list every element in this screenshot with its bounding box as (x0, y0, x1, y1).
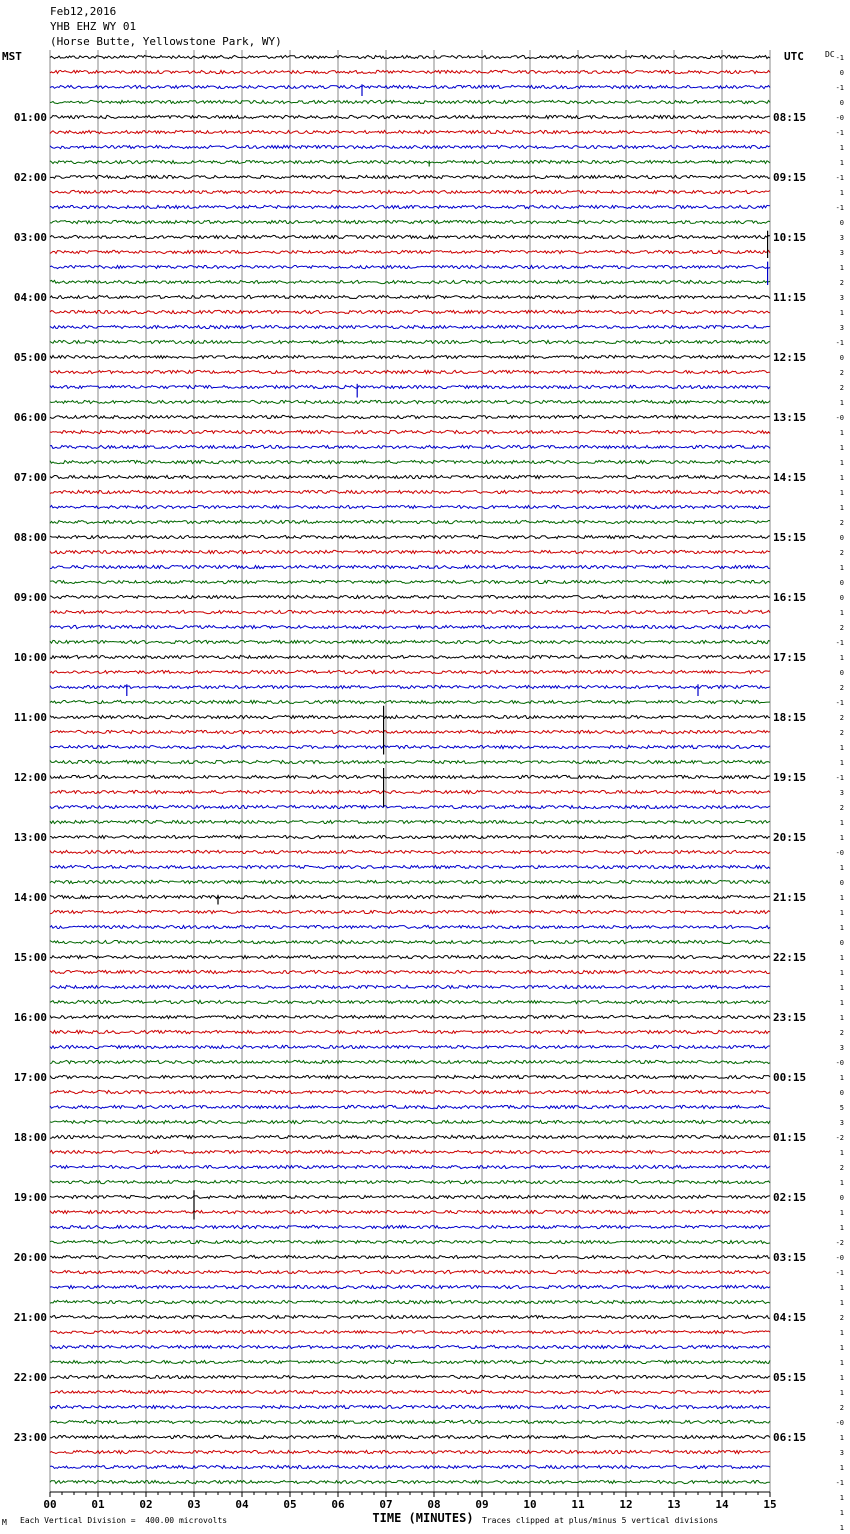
x-tick-label-7: 07 (379, 1498, 393, 1511)
dc-offset-10: -1 (835, 204, 844, 212)
mst-hour-label-14: 14:00 (13, 891, 47, 904)
mst-hour-label-6: 06:00 (13, 411, 47, 424)
dc-offset-53: -0 (835, 849, 844, 857)
utc-hour-label-23: 06:15 (773, 1431, 807, 1444)
mst-hour-label-10: 10:00 (13, 651, 47, 664)
dc-offset-17: 1 (839, 309, 844, 317)
dc-offset-26: 1 (839, 444, 844, 452)
trace-line-73 (50, 1150, 770, 1153)
mst-hour-label-9: 09:00 (13, 591, 47, 604)
trace-line-7 (50, 160, 770, 163)
utc-hour-label-20: 03:15 (773, 1251, 807, 1264)
dc-offset-88: 1 (839, 1374, 844, 1382)
trace-line-80 (50, 1255, 770, 1258)
trace-line-59 (50, 940, 770, 943)
trace-line-28 (50, 475, 770, 478)
trace-line-68 (50, 1075, 770, 1078)
trace-line-95 (50, 1480, 770, 1483)
dc-offset-69: 0 (839, 1089, 844, 1097)
mst-hour-label-22: 22:00 (13, 1371, 47, 1384)
trace-line-74 (50, 1165, 770, 1168)
trace-line-25 (50, 430, 770, 433)
utc-hour-label-10: 17:15 (773, 651, 807, 664)
x-tick-label-12: 12 (619, 1498, 633, 1511)
trace-line-38 (50, 625, 770, 628)
trace-line-63 (50, 1000, 770, 1003)
trace-line-34 (50, 565, 770, 568)
dc-offset-52: 1 (839, 834, 844, 842)
utc-hour-label-15: 22:15 (773, 951, 807, 964)
dc-offset-5: -1 (835, 129, 844, 137)
trace-line-65 (50, 1030, 770, 1033)
trace-line-42 (50, 685, 770, 688)
mst-hour-label-23: 23:00 (13, 1431, 47, 1444)
station-location: (Horse Butte, Yellowstone Park, WY) (50, 35, 282, 48)
dc-offset-14: 1 (839, 264, 844, 272)
utc-hour-label-14: 21:15 (773, 891, 807, 904)
mst-hour-label-3: 03:00 (13, 231, 47, 244)
trace-line-79 (50, 1240, 770, 1243)
trace-line-0 (50, 55, 770, 58)
dc-offset-93: 3 (839, 1449, 844, 1457)
trace-line-81 (50, 1270, 770, 1273)
dc-offset-19: -1 (835, 339, 844, 347)
trace-line-76 (50, 1195, 770, 1198)
trace-line-2 (50, 85, 770, 88)
x-tick-label-4: 04 (235, 1498, 249, 1511)
left-timezone-label: MST (2, 50, 22, 63)
corner-mark: M (2, 1518, 7, 1527)
trace-line-78 (50, 1225, 770, 1228)
dc-offset-91: -0 (835, 1419, 844, 1427)
trace-line-89 (50, 1390, 770, 1393)
dc-offset-4: -0 (835, 114, 844, 122)
dc-offset-34: 1 (839, 564, 844, 572)
trace-line-23 (50, 400, 770, 403)
dc-offset-66: 3 (839, 1044, 844, 1052)
trace-line-22 (50, 385, 770, 388)
dc-offset-40: 1 (839, 654, 844, 662)
mst-hour-label-21: 21:00 (13, 1311, 47, 1324)
dc-offset-87: 1 (839, 1359, 844, 1367)
x-tick-label-14: 14 (715, 1498, 729, 1511)
trace-line-18 (50, 325, 770, 328)
clip-note: Traces clipped at plus/minus 5 vertical divisions (482, 1516, 719, 1525)
dc-offset-81: -1 (835, 1269, 844, 1277)
dc-offset-55: 0 (839, 879, 844, 887)
dc-offset-13: 3 (839, 249, 844, 257)
time-labels (14, 54, 844, 1534)
utc-hour-label-19: 02:15 (773, 1191, 807, 1204)
dc-offset-6: 1 (839, 144, 844, 152)
trace-line-49 (50, 790, 770, 793)
trace-line-51 (50, 820, 770, 823)
x-tick-label-8: 08 (427, 1498, 441, 1511)
trace-line-70 (50, 1105, 770, 1108)
trace-line-6 (50, 145, 770, 148)
x-tick-label-10: 10 (523, 1498, 537, 1511)
mst-hour-label-2: 02:00 (13, 171, 47, 184)
dc-offset-27: 1 (839, 459, 844, 467)
trace-line-3 (50, 100, 770, 103)
dc-offset-61: 1 (839, 969, 844, 977)
dc-offset-28: 1 (839, 474, 844, 482)
dc-offset-21: 2 (839, 369, 844, 377)
dc-offset-3: 0 (839, 99, 844, 107)
trace-line-15 (50, 280, 770, 283)
x-tick-label-1: 01 (91, 1498, 105, 1511)
x-tick-label-9: 09 (475, 1498, 489, 1511)
trace-line-83 (50, 1300, 770, 1303)
dc-offset-39: -1 (835, 639, 844, 647)
station-code: YHB EHZ WY 01 (50, 20, 137, 33)
trace-line-26 (50, 445, 770, 448)
trace-line-12 (50, 235, 770, 238)
trace-line-87 (50, 1360, 770, 1363)
trace-line-94 (50, 1465, 770, 1468)
trace-line-64 (50, 1015, 770, 1018)
trace-line-1 (50, 70, 770, 73)
dc-offset-0: -1 (835, 54, 844, 62)
x-tick-label-0: 00 (43, 1498, 57, 1511)
trace-line-71 (50, 1120, 770, 1123)
trace-line-90 (50, 1405, 770, 1408)
utc-hour-label-16: 23:15 (773, 1011, 807, 1024)
dc-offset-62: 1 (839, 984, 844, 992)
dc-offset-68: 1 (839, 1074, 844, 1082)
utc-hour-label-22: 05:15 (773, 1371, 807, 1384)
utc-hour-label-7: 14:15 (773, 471, 807, 484)
utc-hour-label-17: 00:15 (773, 1071, 807, 1084)
dc-offset-37: 1 (839, 609, 844, 617)
dc-offset-57: 1 (839, 909, 844, 917)
dc-offset-44: 2 (839, 714, 844, 722)
dc-offset-78: 1 (839, 1224, 844, 1232)
trace-line-75 (50, 1180, 770, 1183)
utc-hour-label-5: 12:15 (773, 351, 807, 364)
x-tick-label-6: 06 (331, 1498, 345, 1511)
dc-offset-2: -1 (835, 84, 844, 92)
x-tick-label-5: 05 (283, 1498, 297, 1511)
dc-offset-11: 0 (839, 219, 844, 227)
dc-offset-95: -1 (835, 1479, 844, 1487)
dc-offset-49: 3 (839, 789, 844, 797)
trace-line-8 (50, 175, 770, 178)
utc-hour-label-2: 09:15 (773, 171, 807, 184)
dc-offset-84: 2 (839, 1314, 844, 1322)
dc-offset-76: 0 (839, 1194, 844, 1202)
dc-offset-31: 2 (839, 519, 844, 527)
trace-line-85 (50, 1330, 770, 1333)
dc-offset-83: 1 (839, 1299, 844, 1307)
dc-offset-60: 1 (839, 954, 844, 962)
trace-line-40 (50, 655, 770, 658)
trace-line-50 (50, 805, 770, 808)
trace-line-84 (50, 1315, 770, 1318)
utc-hour-label-12: 19:15 (773, 771, 807, 784)
dc-offset-92: 1 (839, 1434, 844, 1442)
utc-hour-label-8: 15:15 (773, 531, 807, 544)
dc-offset-50: 2 (839, 804, 844, 812)
trace-line-54 (50, 865, 770, 868)
dc-offset-header: DC (825, 50, 835, 59)
trace-line-5 (50, 130, 770, 133)
dc-offset-8: -1 (835, 174, 844, 182)
trace-line-61 (50, 970, 770, 973)
dc-offset-75: 1 (839, 1179, 844, 1187)
dc-offset-36: 0 (839, 594, 844, 602)
mst-hour-label-1: 01:00 (13, 111, 47, 124)
trace-line-62 (50, 985, 770, 988)
trace-line-92 (50, 1435, 770, 1438)
utc-hour-label-11: 18:15 (773, 711, 807, 724)
trace-line-48 (50, 775, 770, 778)
trace-line-60 (50, 955, 770, 958)
trace-line-91 (50, 1420, 770, 1423)
dc-offset-41: 0 (839, 669, 844, 677)
trace-line-21 (50, 370, 770, 373)
dc-offset-25: 1 (839, 429, 844, 437)
dc-offset-90: 2 (839, 1404, 844, 1412)
trace-line-10 (50, 205, 770, 208)
utc-hour-label-9: 16:15 (773, 591, 807, 604)
trace-line-32 (50, 535, 770, 538)
mst-hour-label-7: 07:00 (13, 471, 47, 484)
dc-offset-22: 2 (839, 384, 844, 392)
trace-line-67 (50, 1060, 770, 1063)
x-axis-title: TIME (MINUTES) (372, 1511, 474, 1525)
trace-line-20 (50, 355, 770, 358)
mst-hour-label-5: 05:00 (13, 351, 47, 364)
mst-hour-label-16: 16:00 (13, 1011, 47, 1024)
x-tick-label-13: 13 (667, 1498, 681, 1511)
dc-offset-20: 0 (839, 354, 844, 362)
trace-line-72 (50, 1135, 770, 1138)
utc-hour-label-18: 01:15 (773, 1131, 807, 1144)
trace-line-9 (50, 190, 770, 193)
trace-line-69 (50, 1090, 770, 1093)
trace-line-33 (50, 550, 770, 553)
mst-hour-label-20: 20:00 (13, 1251, 47, 1264)
dc-offset-98: 1 (839, 1524, 844, 1532)
scale-note: Each Vertical Division = 400.00 microvolts (20, 1516, 228, 1525)
trace-line-53 (50, 850, 770, 853)
trace-line-31 (50, 520, 770, 523)
dc-offset-70: 5 (839, 1104, 844, 1112)
dc-offset-23: 1 (839, 399, 844, 407)
trace-line-41 (50, 670, 770, 673)
dc-offset-46: 1 (839, 744, 844, 752)
dc-offset-86: 1 (839, 1344, 844, 1352)
dc-offset-47: 1 (839, 759, 844, 767)
trace-line-57 (50, 910, 770, 913)
trace-line-27 (50, 460, 770, 463)
dc-offset-85: 1 (839, 1329, 844, 1337)
dc-offset-58: 1 (839, 924, 844, 932)
trace-line-36 (50, 595, 770, 598)
utc-hour-label-3: 10:15 (773, 231, 807, 244)
dc-offset-18: 3 (839, 324, 844, 332)
dc-offset-89: 1 (839, 1389, 844, 1397)
dc-offset-74: 2 (839, 1164, 844, 1172)
dc-offset-43: -1 (835, 699, 844, 707)
dc-offset-7: 1 (839, 159, 844, 167)
plot-date: Feb12,2016 (50, 5, 117, 18)
trace-line-4 (50, 115, 770, 118)
mst-hour-label-18: 18:00 (13, 1131, 47, 1144)
mst-hour-label-19: 19:00 (13, 1191, 47, 1204)
dc-offset-73: 1 (839, 1149, 844, 1157)
trace-line-39 (50, 640, 770, 643)
dc-offset-48: -1 (835, 774, 844, 782)
dc-offset-82: 1 (839, 1284, 844, 1292)
utc-hour-label-13: 20:15 (773, 831, 807, 844)
trace-line-52 (50, 835, 770, 838)
dc-offset-42: 2 (839, 684, 844, 692)
dc-offset-94: 1 (839, 1464, 844, 1472)
dc-offset-38: 2 (839, 624, 844, 632)
trace-line-82 (50, 1285, 770, 1288)
trace-line-44 (50, 715, 770, 718)
utc-hour-label-6: 13:15 (773, 411, 807, 424)
dc-offset-71: 3 (839, 1119, 844, 1127)
x-tick-label-3: 03 (187, 1498, 201, 1511)
trace-line-37 (50, 610, 770, 613)
mst-hour-label-13: 13:00 (13, 831, 47, 844)
x-tick-label-2: 02 (139, 1498, 153, 1511)
dc-offset-32: 0 (839, 534, 844, 542)
trace-line-77 (50, 1210, 770, 1213)
trace-line-29 (50, 490, 770, 493)
dc-offset-9: 1 (839, 189, 844, 197)
x-tick-label-15: 15 (763, 1498, 777, 1511)
dc-offset-65: 2 (839, 1029, 844, 1037)
trace-line-19 (50, 340, 770, 343)
dc-offset-72: -2 (835, 1134, 844, 1142)
dc-offset-12: 3 (839, 234, 844, 242)
utc-hour-label-4: 11:15 (773, 291, 807, 304)
trace-line-13 (50, 250, 770, 253)
dc-offset-96: 1 (839, 1494, 844, 1502)
mst-hour-label-11: 11:00 (13, 711, 47, 724)
trace-line-55 (50, 880, 770, 883)
dc-offset-15: 2 (839, 279, 844, 287)
mst-hour-label-4: 04:00 (13, 291, 47, 304)
trace-line-86 (50, 1345, 770, 1348)
trace-line-93 (50, 1450, 770, 1453)
dc-offset-16: 3 (839, 294, 844, 302)
mst-hour-label-12: 12:00 (13, 771, 47, 784)
mst-hour-label-15: 15:00 (13, 951, 47, 964)
dc-offset-79: -2 (835, 1239, 844, 1247)
trace-line-35 (50, 580, 770, 583)
mst-hour-label-8: 08:00 (13, 531, 47, 544)
x-tick-label-11: 11 (571, 1498, 585, 1511)
dc-offset-67: -0 (835, 1059, 844, 1067)
trace-line-14 (50, 265, 770, 268)
trace-line-11 (50, 220, 770, 223)
right-timezone-label: UTC (784, 50, 804, 63)
trace-line-30 (50, 505, 770, 508)
trace-line-45 (50, 730, 770, 733)
dc-offset-80: -0 (835, 1254, 844, 1262)
mst-hour-label-17: 17:00 (13, 1071, 47, 1084)
seismic-traces (50, 55, 770, 1483)
dc-offset-97: 1 (839, 1509, 844, 1517)
trace-line-56 (50, 895, 770, 898)
trace-line-88 (50, 1375, 770, 1378)
dc-offset-56: 1 (839, 894, 844, 902)
utc-hour-label-21: 04:15 (773, 1311, 807, 1324)
trace-line-17 (50, 310, 770, 313)
trace-line-47 (50, 760, 770, 763)
dc-offset-54: 1 (839, 864, 844, 872)
trace-line-66 (50, 1045, 770, 1048)
dc-offset-51: 1 (839, 819, 844, 827)
trace-line-58 (50, 925, 770, 928)
trace-line-46 (50, 745, 770, 748)
dc-offset-30: 1 (839, 504, 844, 512)
dc-offset-33: 2 (839, 549, 844, 557)
trace-line-16 (50, 295, 770, 298)
dc-offset-59: 0 (839, 939, 844, 947)
utc-hour-label-1: 08:15 (773, 111, 807, 124)
dc-offset-64: 1 (839, 1014, 844, 1022)
dc-offset-1: 0 (839, 69, 844, 77)
time-axis (43, 1492, 776, 1511)
dc-offset-77: 1 (839, 1209, 844, 1217)
dc-offset-63: 1 (839, 999, 844, 1007)
dc-offset-35: 0 (839, 579, 844, 587)
trace-line-24 (50, 415, 770, 418)
dc-offset-24: -0 (835, 414, 844, 422)
dc-offset-29: 1 (839, 489, 844, 497)
dc-offset-45: 2 (839, 729, 844, 737)
trace-line-43 (50, 700, 770, 703)
